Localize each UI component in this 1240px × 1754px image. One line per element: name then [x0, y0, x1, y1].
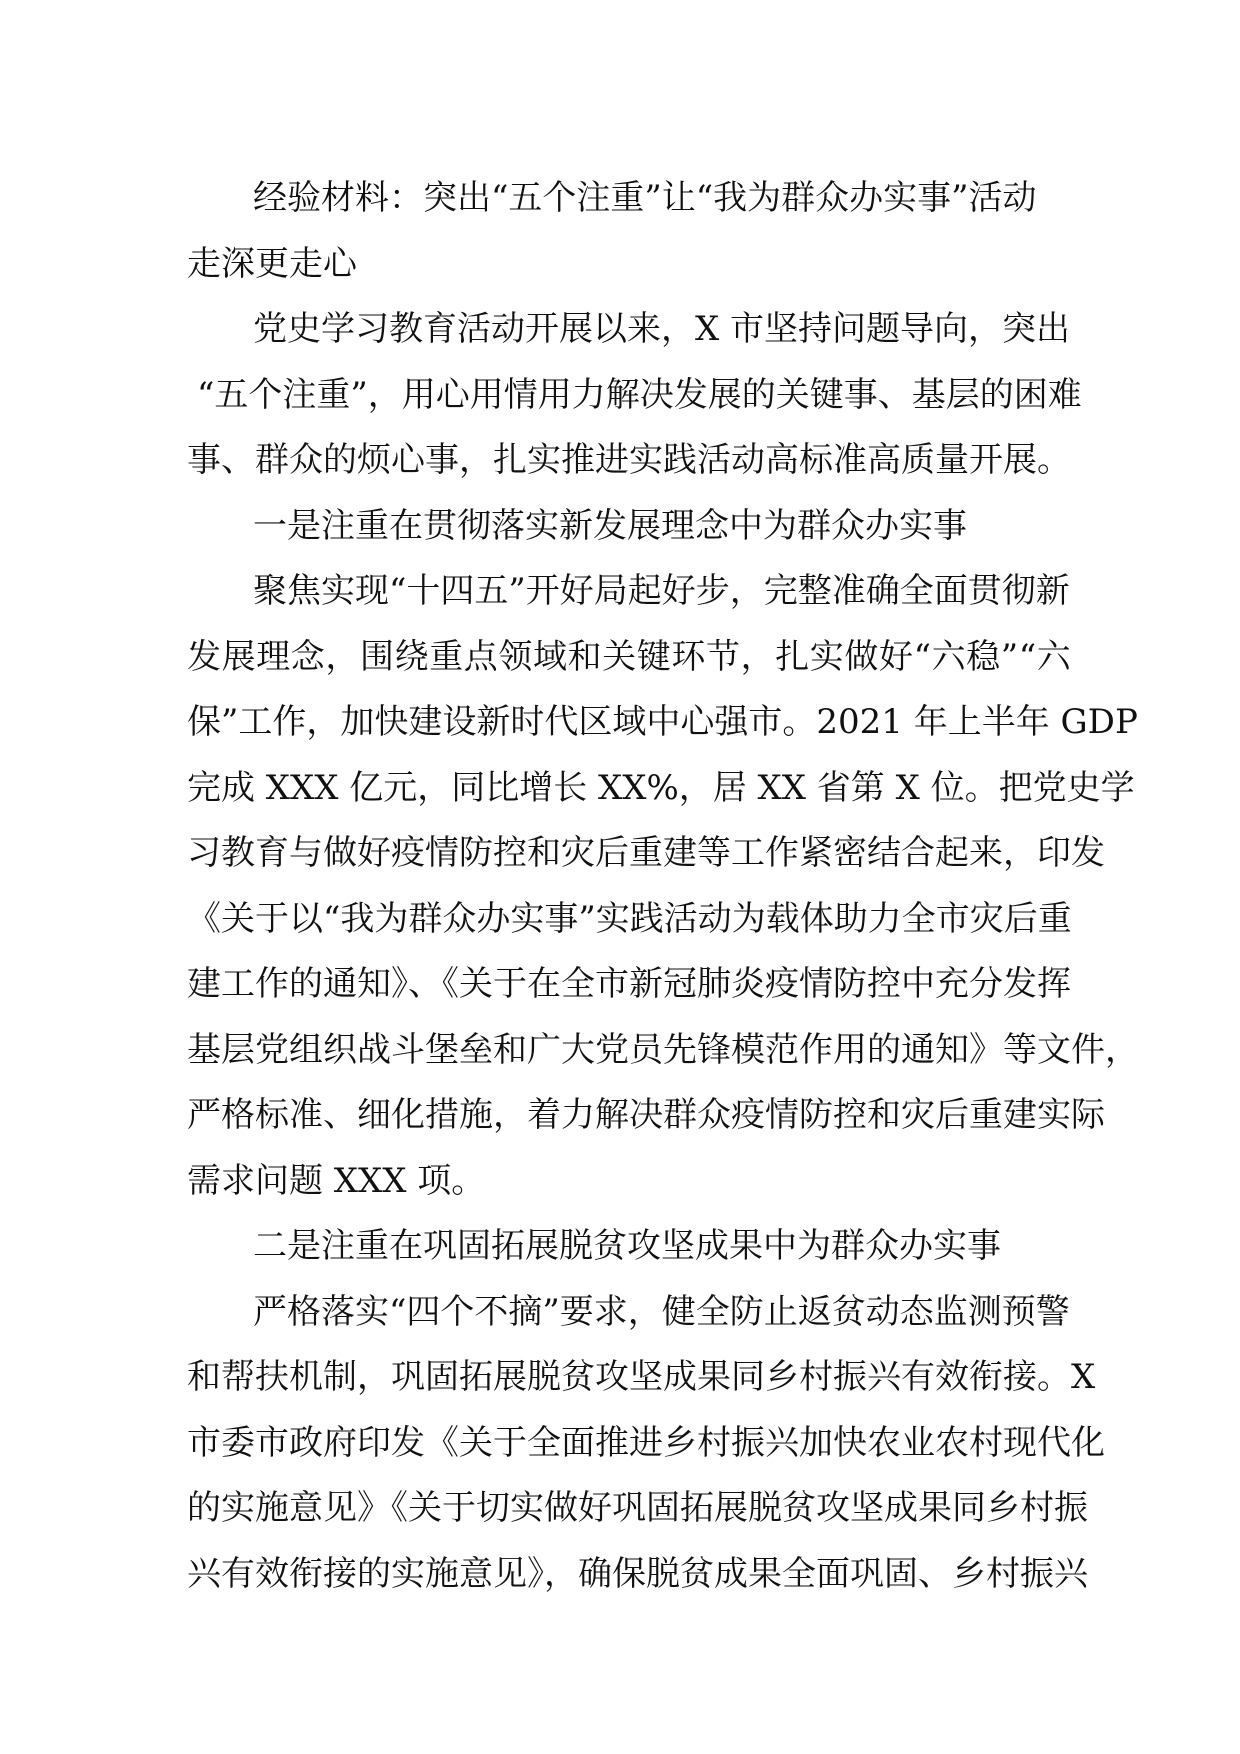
section-2-paragraph-line-1: 严格落实“四个不摘”要求，健全防止返贫动态监测预警 [253, 1291, 1070, 1332]
section-2-paragraph-line-3: 市委市政府印发《关于全面推进乡村振兴加快农业农村现代化 [187, 1422, 1105, 1463]
section-heading-1: 一是注重在贯彻落实新发展理念中为群众办实事 [253, 505, 967, 546]
section-1-paragraph-line-3: 保”工作，加快建设新时代区域中心强市。2021 年上半年 GDP [187, 702, 1138, 742]
section-1-paragraph-line-2: 发展理念，围绕重点领域和关键环节，扎实做好“六稳”“六 [187, 636, 1072, 677]
intro-paragraph-line-3: 事、群众的烦心事，扎实推进实践活动高标准高质量开展。 [187, 440, 1071, 480]
section-1-paragraph-line-7: 建工作的通知》、《关于在全市新冠肺炎疫情防控中充分发挥 [187, 964, 1071, 1004]
section-1-paragraph-line-6: 《关于以“我为群众办实事”实践活动为载体助力全市灾后重 [187, 898, 1072, 939]
section-2-paragraph-line-2: 和帮扶机制，巩固拓展脱贫攻坚成果同乡村振兴有效衔接。X [187, 1357, 1096, 1397]
intro-paragraph-line-1: 党史学习教育活动开展以来，X 市坚持问题导向，突出 [253, 309, 1071, 349]
section-1-paragraph-line-1: 聚焦实现“十四五”开好局起好步，完整准确全面贯彻新 [253, 571, 1070, 611]
section-1-paragraph-line-9: 严格标准、细化措施，着力解决群众疫情防控和灾后重建实际 [187, 1095, 1105, 1135]
section-1-paragraph-line-10: 需求问题 XXX 项。 [187, 1160, 486, 1201]
document-title-line-2: 走深更走心 [187, 243, 357, 284]
document-body [187, 166, 1139, 1607]
document-title-line-1: 经验材料：突出“五个注重”让“我为群众办实事”活动 [253, 178, 1037, 218]
section-1-paragraph-line-5: 习教育与做好疫情防控和灾后重建等工作紧密结合起来，印发 [187, 833, 1105, 873]
section-1-paragraph-line-4: 完成 XXX 亿元，同比增长 XX%，居 XX 省第 X 位。把党史学 [187, 767, 1135, 808]
section-1-paragraph-line-8: 基层党组织战斗堡垒和广大党员先锋模范作用的通知》等文件， [187, 1029, 1139, 1070]
section-2-paragraph-line-5: 兴有效衔接的实施意见》，确保脱贫成果全面巩固、乡村振兴 [187, 1553, 1088, 1594]
intro-paragraph-line-2: “五个注重”，用心用情用力解决发展的关键事、基层的困难 [197, 374, 1082, 415]
section-heading-2: 二是注重在巩固拓展脱贫攻坚成果中为群众办实事 [253, 1226, 1001, 1266]
section-2-paragraph-line-4: 的实施意见》《关于切实做好巩固拓展脱贫攻坚成果同乡村振 [187, 1488, 1088, 1528]
